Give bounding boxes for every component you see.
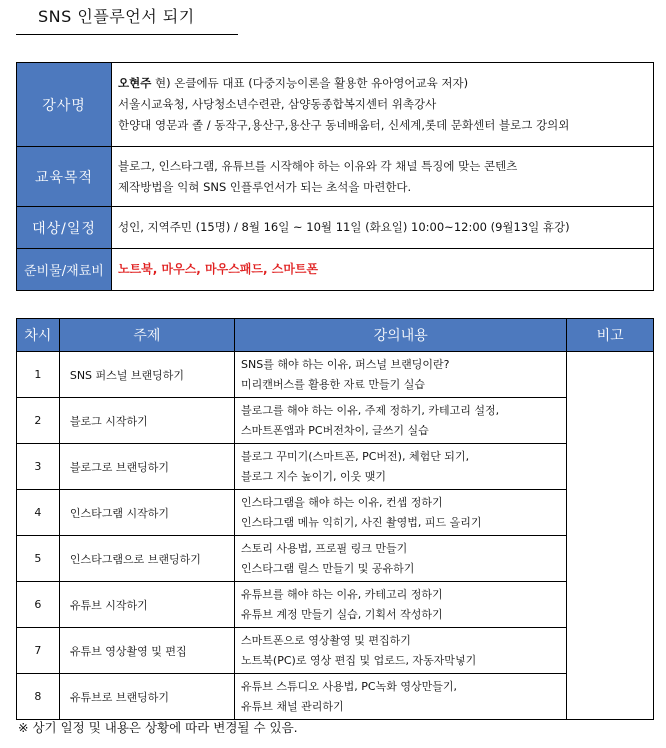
session-number: 4: [17, 490, 60, 536]
target-label: 대상/일정: [17, 207, 112, 249]
session-number: 5: [17, 536, 60, 582]
session-content: 인스타그램을 해야 하는 이유, 컨셉 정하기 인스타그램 메뉴 익히기, 사진 촬영법, 피드 올리기: [235, 490, 567, 536]
purpose-label: 교육목적: [17, 147, 112, 207]
session-number: 1: [17, 352, 60, 398]
footnote: ※ 상기 일정 및 내용은 상황에 따라 변경될 수 있음.: [18, 720, 298, 735]
session-topic: 유튜브로 브랜딩하기: [59, 674, 234, 720]
instructor-label: 강사명: [17, 63, 112, 147]
table-row: [17, 398, 654, 444]
instructor-value: [112, 63, 654, 147]
session-number: 3: [17, 444, 60, 490]
session-content: 블로그 꾸미기(스마트폰, PC버전), 체험단 되기, 블로그 지수 높이기, 이웃 맺기: [235, 444, 567, 490]
header-content: 강의내용: [235, 319, 567, 352]
materials-value: 노트북, 마우스, 마우스패드, 스마트폰: [112, 249, 654, 291]
instructor-line-2: 서울시교육청, 사당청소년수련관, 삼양동종합복지센터 위촉강사: [118, 97, 437, 111]
materials-label: 준비물/재료비: [17, 249, 112, 291]
session-content: SNS를 해야 하는 이유, 퍼스널 브랜딩이란? 미리캔버스를 활용한 자료 만들기 실습: [235, 352, 567, 398]
page-title: SNS 인플루언서 되기: [38, 7, 195, 26]
instructor-line-1: 오현주 현) 온클에듀 대표 (다중지능이론을 활용한 유아영어교육 저자): [118, 76, 469, 90]
instructor-line-3: 한양대 영문과 졸 / 동작구,용산구,용산구 동네배움터, 신세계,롯데 문화센터 블로그 강의외: [118, 118, 570, 132]
purpose-value: [112, 147, 654, 207]
session-content: 블로그를 해야 하는 이유, 주제 정하기, 카테고리 설정, 스마트폰앱과 PC버전차이, 글쓰기 실습: [235, 398, 567, 444]
session-content: 스토리 사용법, 프로필 링크 만들기 인스타그램 릴스 만들기 및 공유하기: [235, 536, 567, 582]
session-number: 7: [17, 628, 60, 674]
session-content: 스마트폰으로 영상촬영 및 편집하기 노트북(PC)로 영상 편집 및 업로드, 자동자막넣기: [235, 628, 567, 674]
session-topic: 유튜브 시작하기: [59, 582, 234, 628]
header-topic: 주제: [59, 319, 234, 352]
purpose-line-2: 제작방법을 익혀 SNS 인플루언서가 되는 초석을 마련한다.: [118, 179, 412, 194]
table-row: [17, 352, 654, 398]
title-underline: [16, 34, 238, 35]
session-topic: SNS 퍼스널 브랜딩하기: [59, 352, 234, 398]
header-note: 비고: [567, 319, 654, 352]
session-topic: 유튜브 영상촬영 및 편집: [59, 628, 234, 674]
instructor-name: 오현주: [118, 76, 152, 90]
table-row: [17, 490, 654, 536]
table-row: [17, 582, 654, 628]
header-session: 차시: [17, 319, 60, 352]
session-number: 8: [17, 674, 60, 720]
schedule-table: [16, 318, 654, 720]
table-row: [17, 674, 654, 720]
target-value: 성인, 지역주민 (15명) / 8월 16일 ~ 10월 11일 (화요일) 10:00~12:00 (9월13일 휴강): [112, 207, 654, 249]
table-row: [17, 628, 654, 674]
session-topic: 블로그로 브랜딩하기: [59, 444, 234, 490]
session-content: 유튜브 스튜디오 사용법, PC녹화 영상만들기, 유튜브 채널 관리하기: [235, 674, 567, 720]
session-number: 2: [17, 398, 60, 444]
session-topic: 블로그 시작하기: [59, 398, 234, 444]
course-info-table: [16, 62, 654, 291]
purpose-line-1: 블로그, 인스타그램, 유튜브를 시작해야 하는 이유와 각 채널 특징에 맞는 콘텐츠: [118, 158, 518, 173]
session-topic: 인스타그램 시작하기: [59, 490, 234, 536]
session-content: 유튜브를 해야 하는 이유, 카테고리 정하기 유튜브 계정 만들기 실습, 기획서 작성하기: [235, 582, 567, 628]
session-number: 6: [17, 582, 60, 628]
table-row: [17, 536, 654, 582]
session-topic: 인스타그램으로 브랜딩하기: [59, 536, 234, 582]
table-row: [17, 444, 654, 490]
note-cell: [567, 352, 654, 720]
